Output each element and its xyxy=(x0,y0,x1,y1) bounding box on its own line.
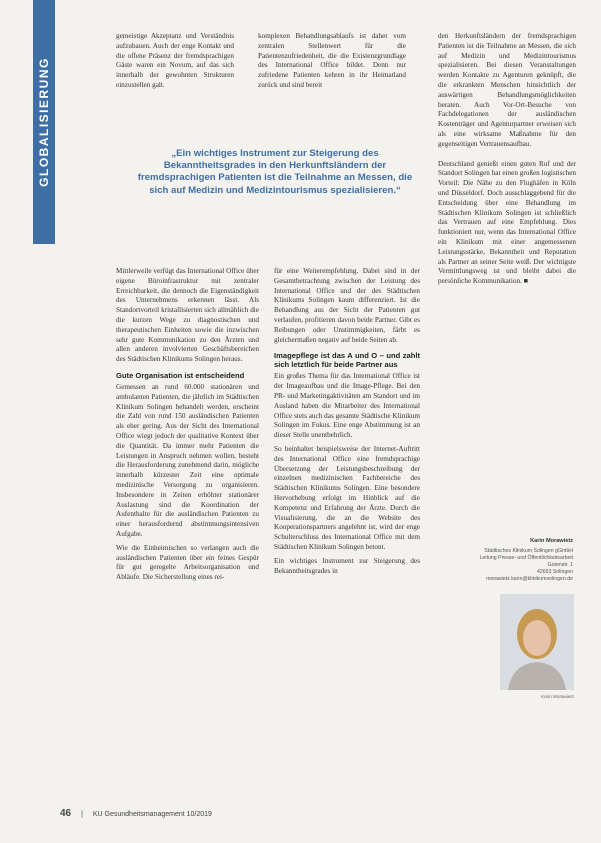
section-tab xyxy=(33,0,55,244)
author-email: morawietz.karin@klinikumsolingen.de xyxy=(486,576,573,582)
author-name: Karin Morawietz xyxy=(530,538,573,544)
author-line: Leitung Presse- und Öffentlichkeitsarbeit xyxy=(479,555,573,561)
column-3 xyxy=(438,32,576,291)
author-line: Gotenstr. 1 xyxy=(547,562,573,568)
paragraph: Wie die Einheimischen so verlangen auch die ausländischen Patienten über ein feines Gespür für gut geregelte Arbeitsorganisation und Abläufe. Die Sicherstellung eines rei- xyxy=(116,543,259,582)
column-2-top xyxy=(258,32,406,95)
paragraph: Ein wichtiges Instrument zur Steigerung des Bekanntheitsgrades in xyxy=(274,556,420,575)
pull-quote: „Ein wichtiges Instrument zur Steigerung des Bekanntheitsgrades in den Herkunftsländern der fremdsprachigen Patienten ist die Teilnahme an Messen, die sich auf Medizin und Medizintourismus spezialisieren.“ xyxy=(137,148,413,196)
paragraph: für eine Weiterempfehlung. Dabei sind in der Gesamtbetrachtung zwischen der Leistung des International Office und der des Städtischen Klinikums Solingen kaum differenziert. Ist die Behandlung aus der Sicht der Patienten gut verlaufen, profitieren davon beide Partner. Gibt es Reibungen oder Unstimmigkeiten, färbt es gleichermaßen negativ auf beide Seiten ab. xyxy=(274,267,420,344)
paragraph: Deutschland genießt einen guten Ruf und der Standort Solingen hat einen großen logistischen Vorteil: Die Nähe zu den Flughäfen in Köln und Düsseldorf. Doch ausschlaggebend für die Entscheidung über eine Behandlung im Städtischen Klinikum Solingen ist schließlich das Vertrauen auf eine Empfehlung. Dies funktioniert nur, wenn das International Office ein Klinikum mit einer angemessenen Leistungsstärke, Bekanntheit und Reputation als Partner an seiner Seite weiß. Der wichtigste Vermittlungsweg ist und bleibt dabei die persönliche Kommunikation. ■ xyxy=(438,159,576,286)
column-1 xyxy=(116,267,259,587)
journal-name: KU Gesundheitsmanagement 10/2019 xyxy=(92,811,212,818)
author-line: 42653 Solingen xyxy=(536,569,573,575)
paragraph: Ein großes Thema für das International Office ist der Imageaufbau und die Image-Pflege. Bei den PR- und Marketingaktivitäten am Standort und im Ausland haben die Mitarbeiter des International Office stets auch das gesamte Städtische Klinikum Solingen im Fokus. Eine enge Abstimmung ist an dieser Stelle unentbehrlich. xyxy=(274,372,420,440)
column-1-top xyxy=(116,32,234,95)
column-2 xyxy=(274,267,420,580)
subheading: Imagepflege ist das A und O – und zahlt sich letztlich für beide Partner aus xyxy=(274,351,420,370)
paragraph: Mittlerweile verfügt das International Office über eigene Büroinfrastruktur mit zentraler Erreichbarkeit, die dennoch die Eigenständigkeit des Unternehmens erkennen lässt. Als Standortvorteil kristallisierten sich allmählich die die kurzen Wege zu diagnostischen und therapeutischen Einheiten sowie die inzwischen sehr gute Kommunikation zu den Ärzten und allen anderen involvierten Geschäftsbereichen des Städtischen Klinikums Solingen heraus. xyxy=(116,267,259,364)
paragraph: So beinhaltet beispielsweise der Internet-Auftritt des International Office eine fremdsprachige Übersetzung der Leistungsbeschreibung der einzelnen medizinischen Fachbereiche des Städtischen Klinikums Solingen. Eine besondere Hervorhebung erfolgt im Hinblick auf die Kompetenz und Erfahrung der Ärzte. Durch die Visualisierung, die an die Website des Kooperationspartners angelehnt ist, wird der enge Schulterschluss des International Office mit dem Städtischen Klinikum Solingen betont. xyxy=(274,444,420,551)
subheading: Gute Organisation ist entscheidend xyxy=(116,370,245,380)
paragraph: komplexen Behandlungsablaufs ist daher vom zentralen Stellenwert für die Patientenzufriedenheit, die die Existenzgrundlage des International Office bildet. Denn nur zufriedene Patienten kehren in ihr Heimatland zurück und sind bereit xyxy=(258,32,406,89)
author-line: Städtisches Klinikum Solingen gGmbH xyxy=(484,548,573,554)
footer-separator: | xyxy=(81,811,83,818)
author-info xyxy=(433,538,573,583)
page-number: 46 xyxy=(60,808,72,819)
section-tab-label: GLOBALISIERUNG xyxy=(37,57,51,187)
photo-caption: Karin Morawietz xyxy=(541,694,574,699)
paragraph: den Herkunftsländern der fremdsprachigen Patienten ist die Teilnahme an Messen, die sich auf Medizin und Medizintourismus spezialisieren. Bei diesen Veranstaltungen werden Kontakte zu Agenturen geknüpft, die die erkrankten Menschen hinsichtlich der auswärtigen Behandlungsmöglichkeiten beraten. Auch Vor-Ort-Besuche von Fachdelegationen der ausländischen Kostenträger und Agenturpartner erweisen sich als eine wirksame Maßnahme für den gegenseitigen Vertrauensaufbau. xyxy=(438,32,576,148)
page-footer xyxy=(60,808,212,819)
paragraph: Gemessen an rund 60.000 stationären und ambulanten Patienten, die jährlich im Städtischen Klinikum Solingen behandelt werden, erscheint die Zahl von rund 150 ausländischen Patienten als eher gering. Aus der Sicht des International Office wiegt jedoch der qualitative Kontext über die Quantität. Da immer mehr Patienten die Leistungen in Anspruch nehmen wollen, besteht die Herausforderung zunehmend darin, mögliche innerhalb kürzester Zeit eine optimale medizinische Versorgung zu organisieren. Insbesondere in Zeiten erhöhter stationärer Auslastung sind die Koordination der Aufenthalte für die ausländischen Patienten zu einer herausfordernd abstimmungsintensiven Aufgabe. xyxy=(116,382,259,538)
paragraph: gemeistige Akzeptanz und Verständnis aufzubauen. Auch der enge Kontakt und die offene Präsenz der fremdsprachigen Gäste waren ein Novum, auf das sich innerhalb der gewohnten Strukturen einzustellen galt. xyxy=(116,32,234,89)
author-photo xyxy=(500,594,574,690)
